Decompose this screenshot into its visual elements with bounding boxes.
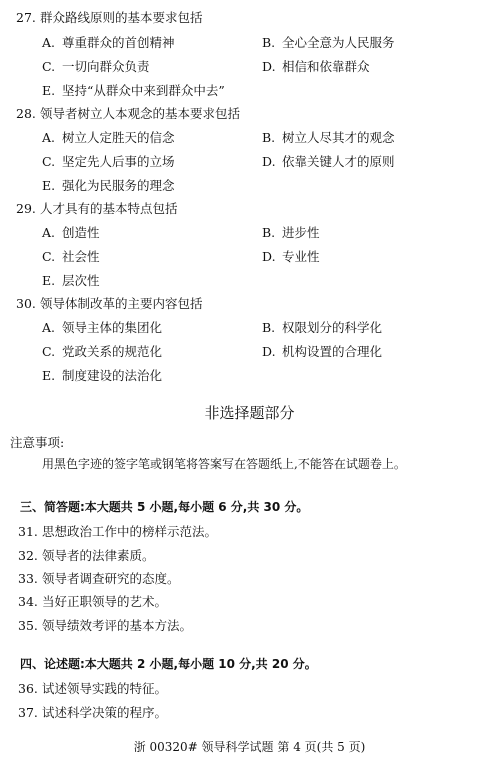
question-stem: 人才具有的基本特点包括 [40, 201, 178, 216]
option-28-c: C. 坚定先人后事的立场 [42, 154, 175, 169]
notice-heading: 注意事项: [10, 435, 65, 450]
option-27-d: D. 相信和依靠群众 [262, 59, 370, 74]
short-answer-item: 33. 领导者调查研究的态度。 [18, 571, 180, 586]
question-number: 29. [16, 201, 36, 216]
option-27-b: B. 全心全意为人民服务 [262, 35, 395, 50]
short-answer-item: 31. 思想政治工作中的榜样示范法。 [18, 524, 218, 539]
option-28-a: A. 树立人定胜天的信念 [42, 130, 175, 145]
option-29-a: A. 创造性 [42, 225, 100, 240]
question-number: 27. [16, 10, 36, 25]
option-28-b: B. 树立人尽其才的观念 [262, 130, 395, 145]
option-30-e: E. 制度建设的法治化 [42, 368, 162, 383]
option-29-b: B. 进步性 [262, 225, 320, 240]
question-stem: 领导者树立人本观念的基本要求包括 [40, 106, 241, 121]
question-stem: 群众路线原则的基本要求包括 [40, 10, 203, 25]
option-27-c: C. 一切向群众负责 [42, 59, 150, 74]
notice-body: 用黑色字迹的签字笔或钢笔将答案写在答题纸上,不能答在试题卷上。 [42, 457, 406, 471]
question-30 [16, 294, 203, 312]
short-answer-heading: 三、简答题:本大题共 5 小题,每小题 6 分,共 30 分。 [20, 500, 309, 514]
short-answer-item: 32. 领导者的法律素质。 [18, 548, 155, 563]
option-29-c: C. 社会性 [42, 249, 100, 264]
question-27 [16, 8, 203, 26]
option-29-d: D. 专业性 [262, 249, 320, 264]
short-answer-item: 34. 当好正职领导的艺术。 [18, 594, 168, 609]
question-stem: 领导体制改革的主要内容包括 [40, 296, 203, 311]
question-number: 30. [16, 296, 36, 311]
option-28-e: E. 强化为民服务的理念 [42, 178, 175, 193]
page-footer: 浙 00320# 领导科学试题 第 4 页(共 5 页) [133, 740, 366, 754]
option-30-c: C. 党政关系的规范化 [42, 344, 162, 359]
option-27-e: E. 坚持“从群众中来到群众中去” [42, 83, 225, 98]
question-29 [16, 199, 178, 217]
essay-heading: 四、论述题:本大题共 2 小题,每小题 10 分,共 20 分。 [20, 657, 317, 671]
option-28-d: D. 依靠关键人才的原则 [262, 154, 395, 169]
option-30-a: A. 领导主体的集团化 [42, 320, 162, 335]
option-27-a: A. 尊重群众的首创精神 [42, 35, 175, 50]
option-30-b: B. 权限划分的科学化 [262, 320, 382, 335]
short-answer-item: 35. 领导绩效考评的基本方法。 [18, 618, 193, 633]
option-29-e: E. 层次性 [42, 273, 100, 288]
question-28 [16, 104, 240, 122]
essay-item: 37. 试述科学决策的程序。 [18, 705, 168, 720]
question-number: 28. [16, 106, 36, 121]
option-30-d: D. 机构设置的合理化 [262, 344, 382, 359]
essay-item: 36. 试述领导实践的特征。 [18, 681, 168, 696]
section-title: 非选择题部分 [204, 404, 295, 422]
